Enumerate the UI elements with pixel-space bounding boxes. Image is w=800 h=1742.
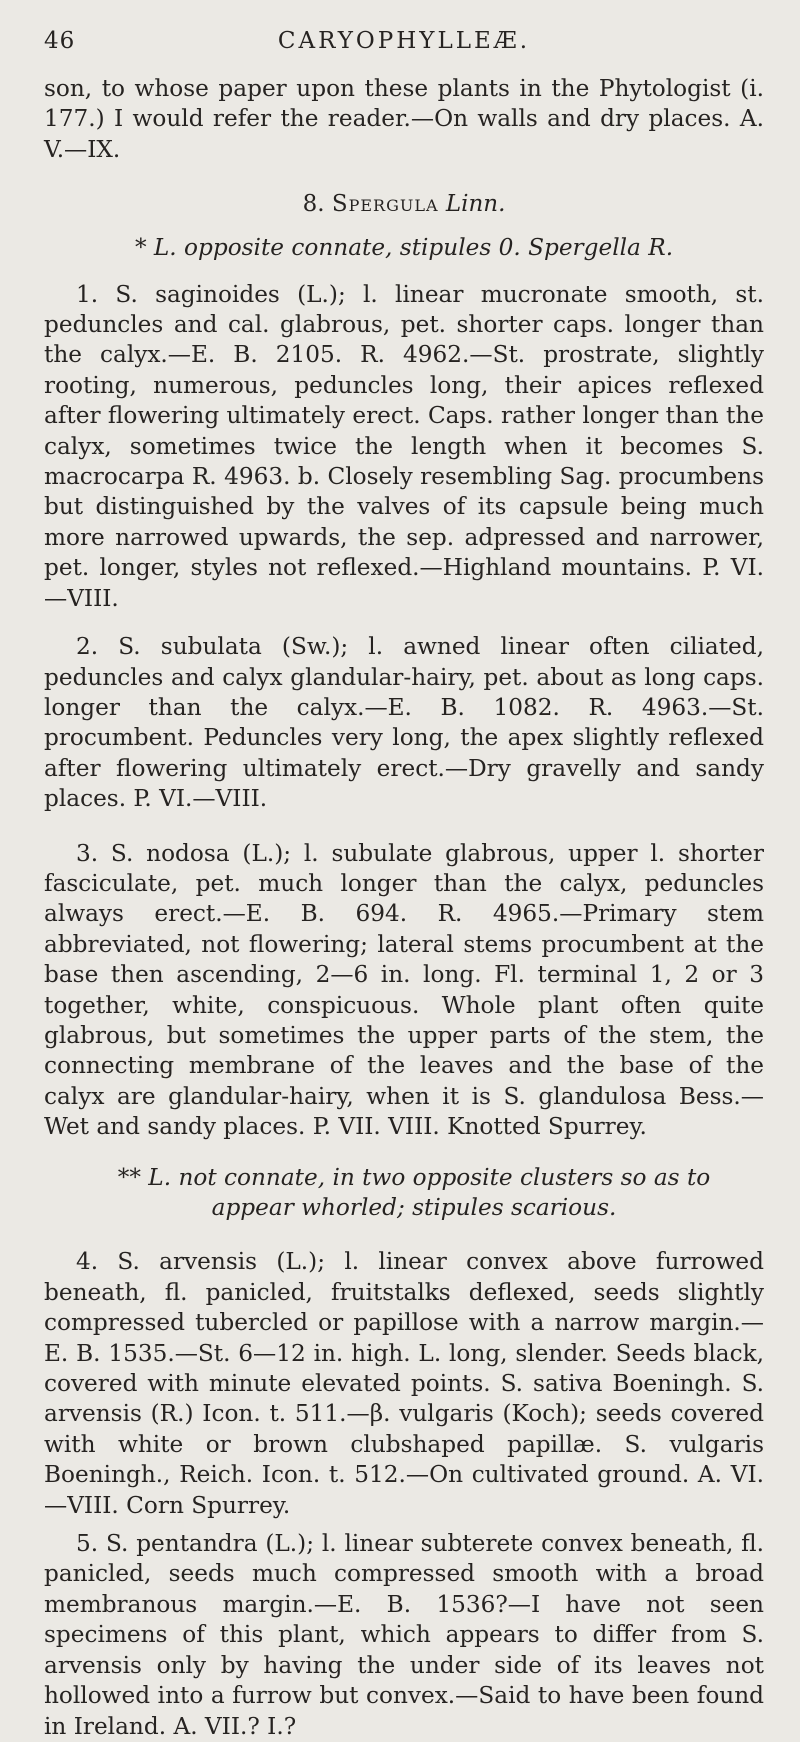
intro-paragraph: son, to whose paper upon these plants in the Phytologist (i. 177.) I would refer the reader.—On walls and dry places. A. V.—IX.	[44, 75, 764, 163]
genus-name: Spergula	[331, 191, 439, 218]
species-5: 5. S. pentandra (L.); l. linear subterete convex beneath, fl. panicled, seeds much compressed smooth with a broad membranous margin.—E. B. 1536?—I have not seen specimens of this plant, which appears to differ from S. arvensis only by having the under side of its leaves not hollowed into a furrow but convex.—Said to have been found in Ireland. A. VII.? I.?	[44, 1530, 764, 1740]
section-heading-1: * L. opposite connate, stipules 0. Spergella R.	[134, 234, 674, 262]
species-3: 3. S. nodosa (L.); l. subulate glabrous, upper l. shorter fasciculate, pet. much longer than the calyx, peduncles always erect.—E. B. 694. R. 4965.—Primary stem abbreviated, not flowering; lateral stems procumbent at the base then ascending, 2—6 in. long. Fl. terminal 1, 2 or 3 together, white, conspicuous. Whole plant often quite glabrous, but sometimes the upper parts of the stem, the connecting membrane of the leaves and the base of the calyx are glandular-hairy, when it is S. glandulosa Bess.—Wet and sandy places. P. VII. VIII. Knotted Spurrey.	[44, 839, 764, 1141]
running-title: CARYOPHYLLEÆ.	[277, 28, 531, 54]
page-header	[44, 22, 764, 74]
species-2: 2. S. subulata (Sw.); l. awned linear often ciliated, peduncles and calyx glandular-hairy, pet. about as long caps. longer than the calyx.—E. B. 1082. R. 4963.—St. procumbent. Peduncles very long, the apex slightly reflexed after flowering ultimately erect.—Dry gravelly and sandy places. P. VI.—VIII.	[44, 633, 764, 813]
section-heading-2: ** L. not connate, in two opposite clusters so as to appear whorled; stipules scarious.	[117, 1163, 711, 1221]
genus-number: 8.	[302, 191, 325, 218]
genus-heading	[44, 189, 764, 219]
page-number: 46	[44, 28, 76, 54]
species-1: 1. S. saginoides (L.); l. linear mucronate smooth, st. peduncles and cal. glabrous, pet. shorter caps. longer than the calyx.—E. B. 2105. R. 4962.—St. prostrate, slightly rooting, numerous, peduncles long, their apices reflexed after flowering ultimately erect. Caps. rather longer than the calyx, sometimes twice the length when it becomes S. macrocarpa R. 4963. b. Closely resembling Sag. procumbens but distinguished by the valves of its capsule being much more narrowed upwards, the sep. adpressed and narrower, pet. longer, styles not reflexed.—Highland mountains. P. VI.—VIII.	[44, 280, 765, 612]
genus-authority: Linn.	[445, 191, 506, 218]
species-4: 4. S. arvensis (L.); l. linear convex above furrowed beneath, fl. panicled, fruitstalks deflexed, seeds slightly compressed tubercled or papillose with a narrow margin.—E. B. 1535.—St. 6—12 in. high. L. long, slender. Seeds black, covered with minute elevated points. S. sativa Boeningh. S. arvensis (R.) Icon. t. 511.—β. vulgaris (Koch); seeds covered with white or brown clubshaped papillæ. S. vulgaris Boeningh., Reich. Icon. t. 512.—On cultivated ground. A. VI.—VIII. Corn Spurrey.	[44, 1248, 764, 1519]
